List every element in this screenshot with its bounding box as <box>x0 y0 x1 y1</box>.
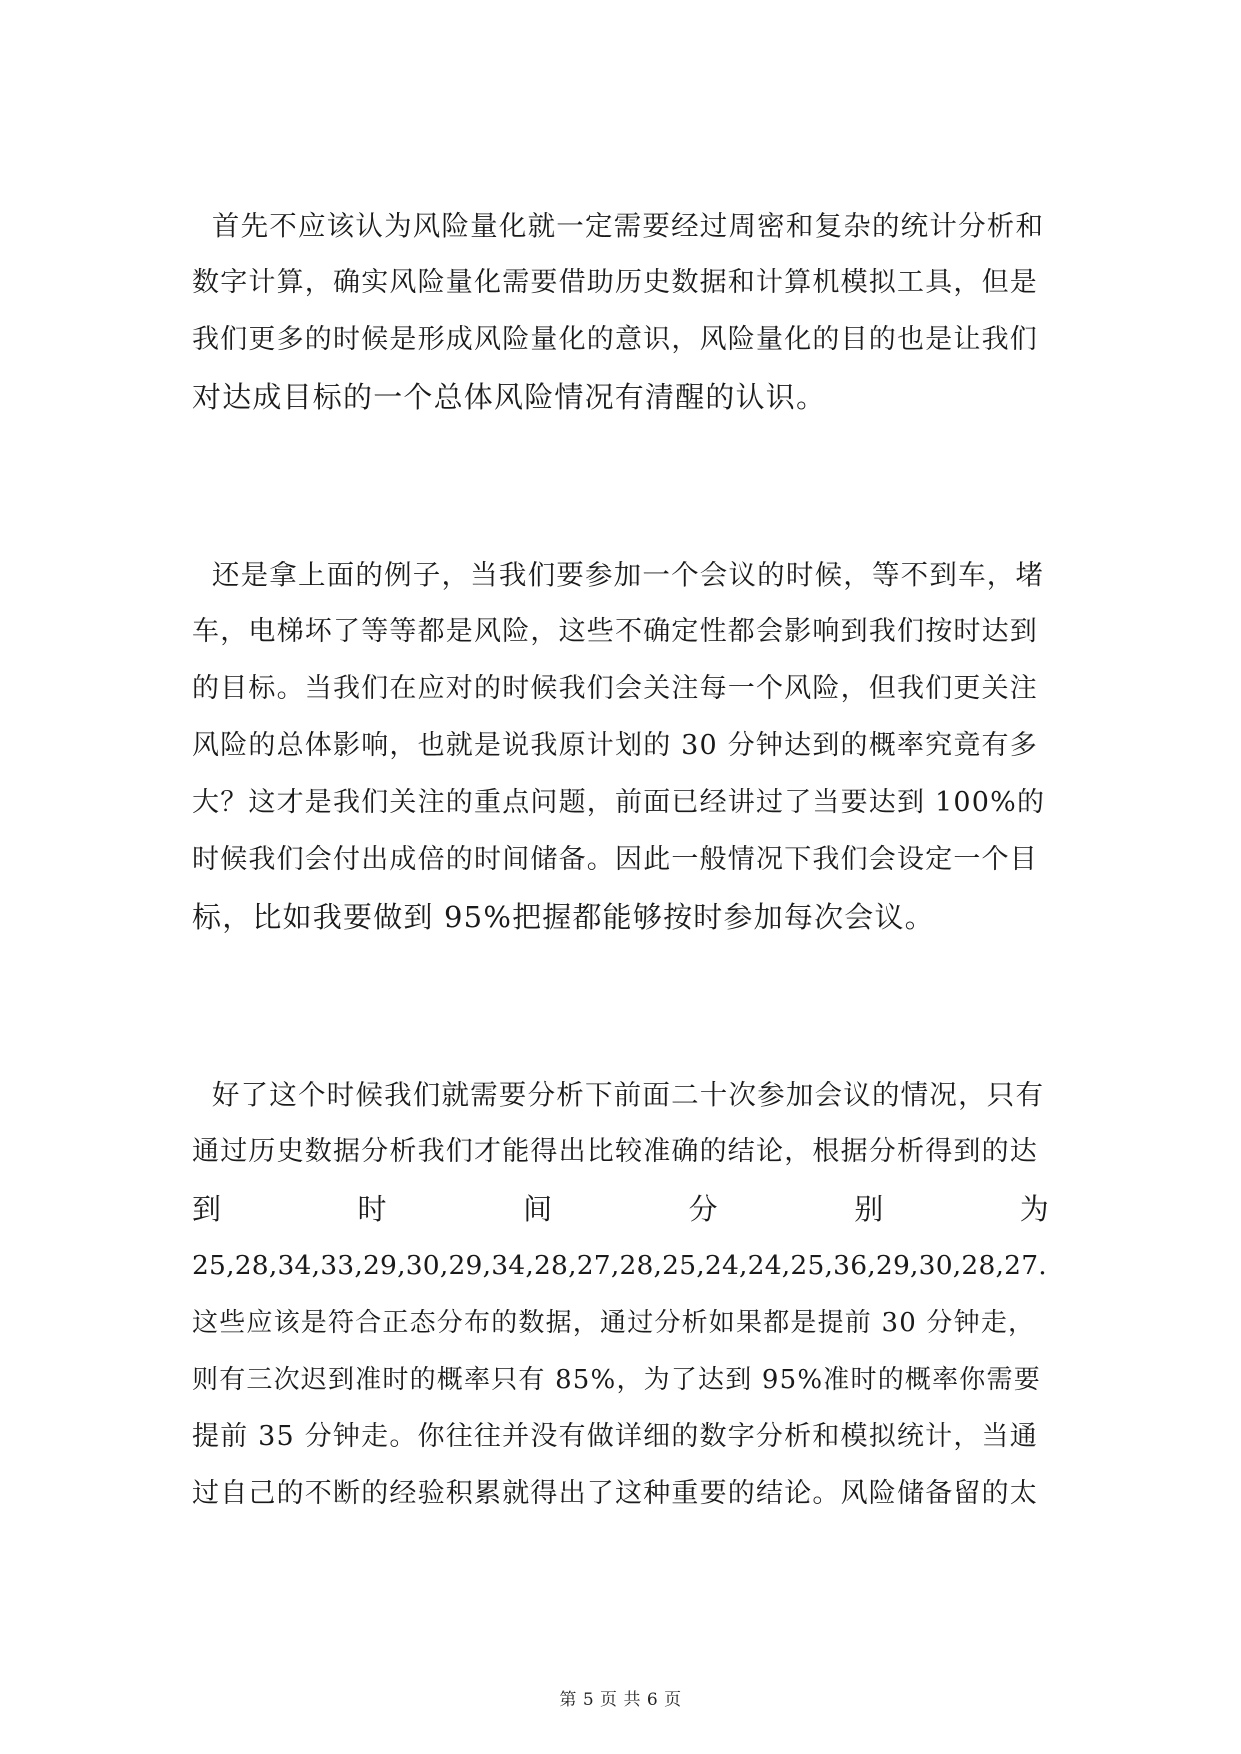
paragraph-3-line-1: 好了这个时候我们就需要分析下前面二十次参加会议的情况，只有 <box>192 1079 1045 1111</box>
paragraph-2-line-4: 风险的总体影响，也就是说我原计划的 30 分钟达到的概率究竟有多 <box>192 730 1038 761</box>
paragraph-1-line-1: 首先不应该认为风险量化就一定需要经过周密和复杂的统计分析和 <box>192 210 1045 242</box>
spread-char: 分 <box>688 1192 719 1226</box>
paragraph-1-line-3: 我们更多的时候是形成风险量化的意识，风险量化的目的也是让我们 <box>192 324 1038 355</box>
spread-char: 为 <box>1019 1192 1050 1226</box>
paragraph-3-data-line: 25,28,34,33,29,30,29,34,28,27,28,25,24,24,25,36,29,30,28,27. <box>192 1250 1047 1281</box>
paragraph-2-line-6: 时候我们会付出成倍的时间储备。因此一般情况下我们会设定一个目 <box>192 844 1038 875</box>
spread-char: 时 <box>357 1192 388 1226</box>
paragraph-3-line-8: 过自己的不断的经验积累就得出了这种重要的结论。风险储备留的太 <box>192 1478 1038 1509</box>
paragraph-2-line-1: 还是拿上面的例子，当我们要参加一个会议的时候，等不到车，堵 <box>192 559 1045 591</box>
paragraph-2-line-5: 大？这才是我们关注的重点问题，前面已经讲过了当要达到 100%的 <box>192 787 1046 818</box>
paragraph-3-line-7: 提前 35 分钟走。你往往并没有做详细的数字分析和模拟统计，当通 <box>192 1421 1038 1452</box>
spread-char: 到 <box>192 1192 223 1226</box>
paragraph-3-line-5: 这些应该是符合正态分布的数据，通过分析如果都是提前 30 分钟走， <box>192 1308 1036 1338</box>
spread-char: 别 <box>854 1192 885 1226</box>
paragraph-1-line-2: 数字计算，确实风险量化需要借助历史数据和计算机模拟工具，但是 <box>192 267 1038 298</box>
paragraph-3-spread-line <box>192 1189 1050 1229</box>
paragraph-2-line-3: 的目标。当我们在应对的时候我们会关注每一个风险，但我们更关注 <box>192 673 1038 704</box>
page-footer: 第 5 页 共 6 页 <box>559 1690 682 1710</box>
paragraph-1-line-4: 对达成目标的一个总体风险情况有清醒的认识。 <box>192 380 827 414</box>
paragraph-3-line-6: 则有三次迟到准时的概率只有 85%，为了达到 95%准时的概率你需要 <box>192 1365 1041 1395</box>
paragraph-2-line-7: 标，比如我要做到 95%把握都能够按时参加每次会议。 <box>192 900 935 934</box>
paragraph-2-line-2: 车，电梯坏了等等都是风险，这些不确定性都会影响到我们按时达到 <box>192 616 1038 647</box>
paragraph-3-line-2: 通过历史数据分析我们才能得出比较准确的结论，根据分析得到的达 <box>192 1136 1038 1167</box>
spread-char: 间 <box>523 1192 554 1226</box>
